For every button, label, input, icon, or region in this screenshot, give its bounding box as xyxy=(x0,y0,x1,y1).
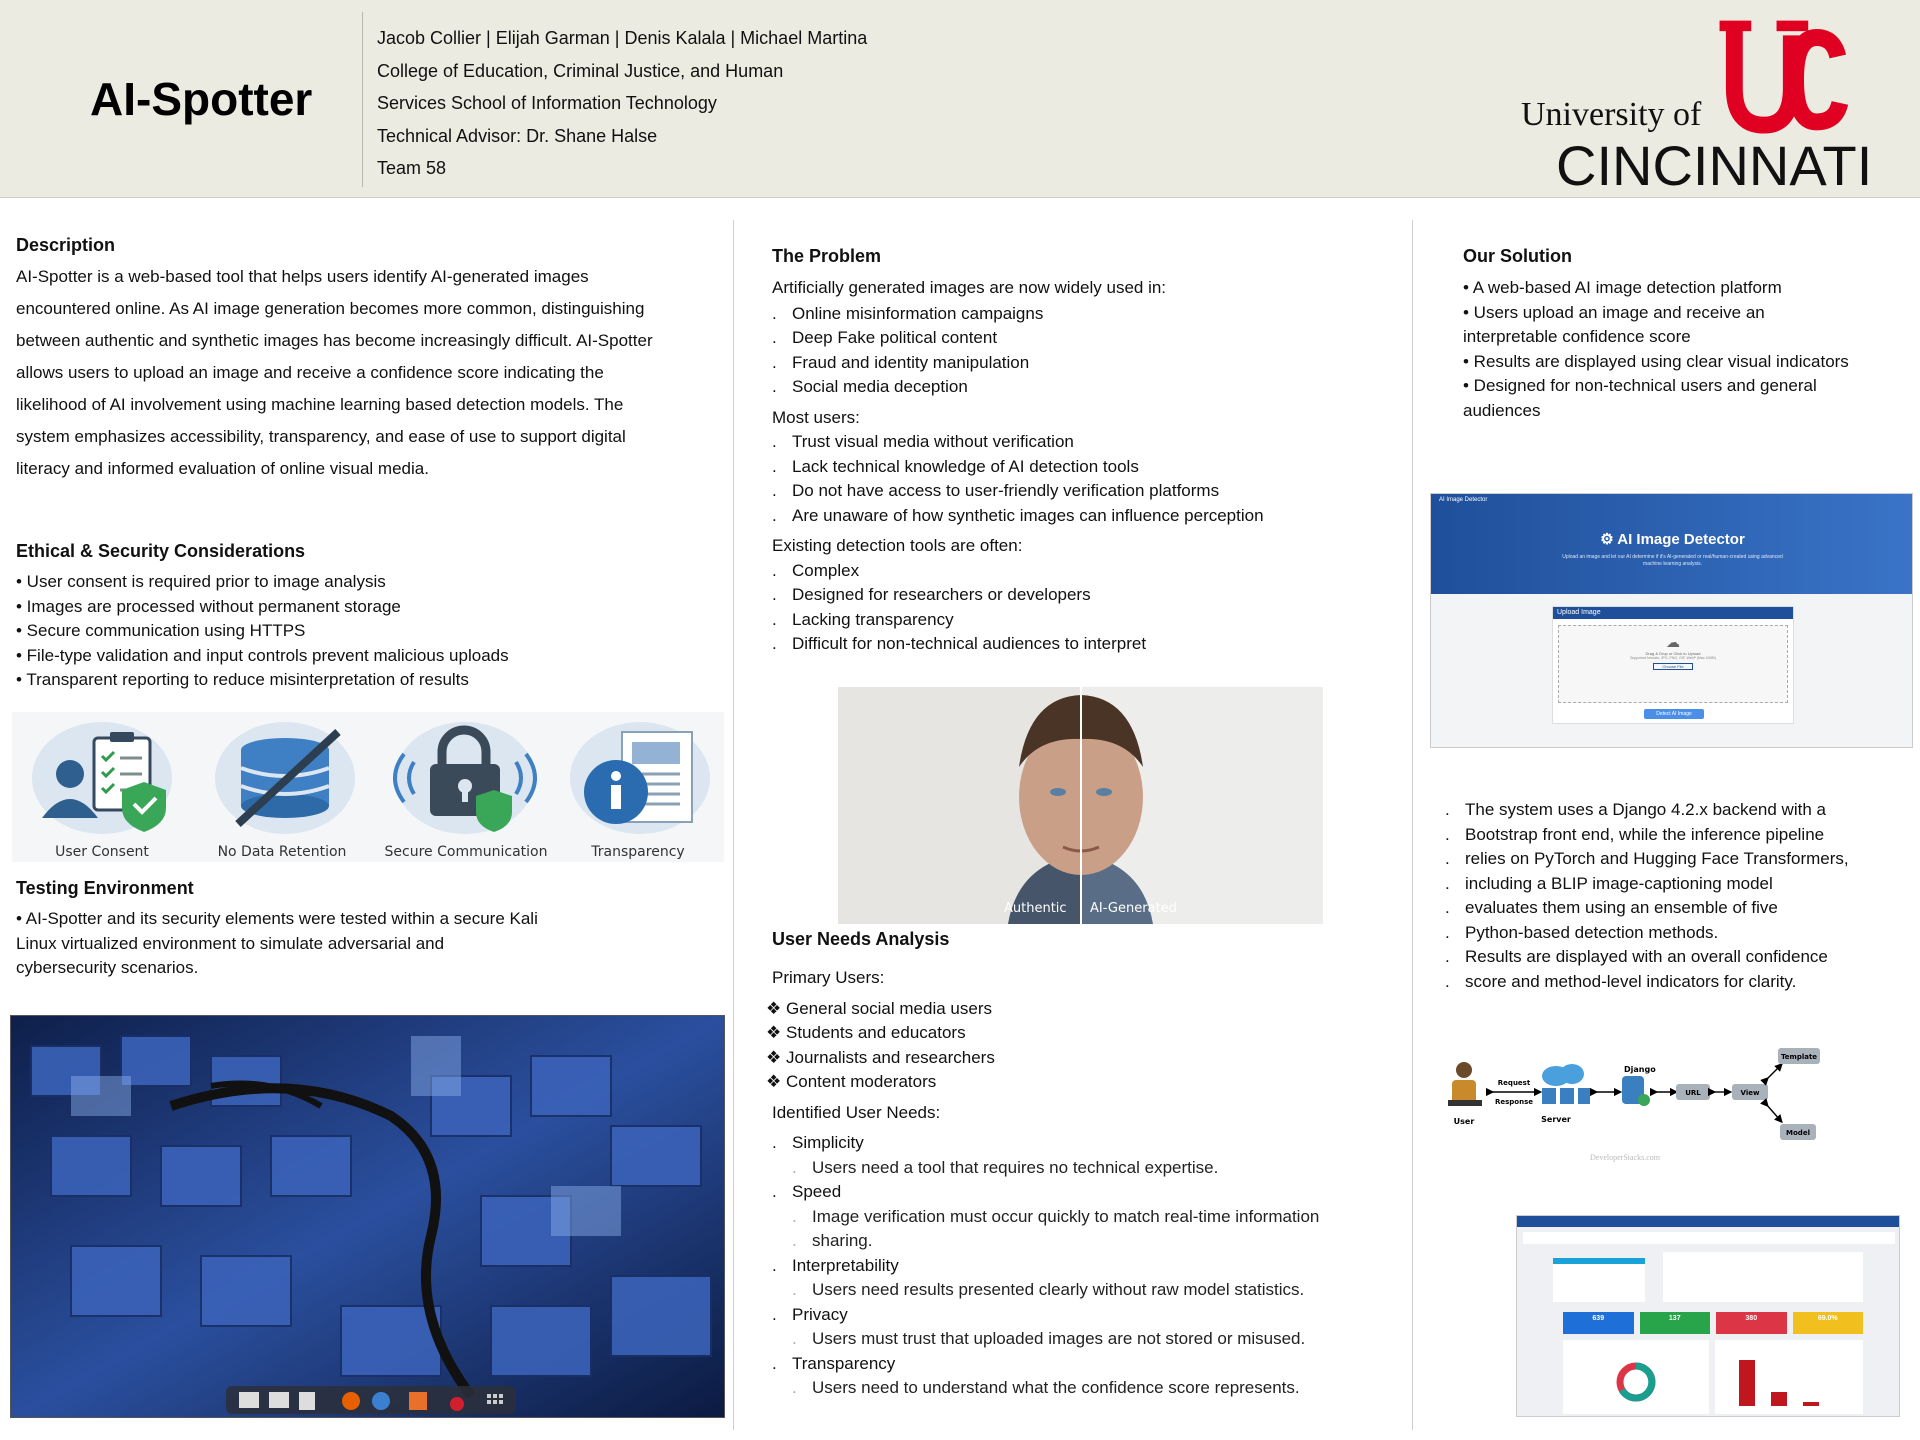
request-label: Request xyxy=(1497,1079,1531,1087)
detail-line: . score and method-level indicators for clarity. xyxy=(1445,970,1849,995)
detect-ai-button[interactable]: Detect AI Image xyxy=(1644,709,1704,719)
column-divider xyxy=(733,220,734,1430)
bullet-icon: . xyxy=(792,1280,797,1299)
app-subtitle: Upload an image and let our AI determine if it's AI-generated or real/human-created using advanced machine learning analysis. xyxy=(1562,554,1783,567)
solution-item: • Users upload an image and receive an xyxy=(1463,302,1765,322)
ethics-item: • Secure communication using HTTPS xyxy=(16,621,306,640)
app-nav-brand: AI Image Detector xyxy=(1439,497,1488,503)
model-availability-card xyxy=(1663,1252,1863,1302)
author-line: Jacob Collier | Elijah Garman | Denis Kalala | Michael Martina xyxy=(377,28,868,48)
bullet-icon: . xyxy=(772,585,777,604)
icon-label: Transparency xyxy=(591,844,685,860)
django-label: Django xyxy=(1624,1065,1656,1074)
author-block xyxy=(377,22,867,185)
column-divider xyxy=(1412,220,1413,1430)
bullet-icon: . xyxy=(772,481,777,500)
app-title xyxy=(1431,530,1913,548)
testing-text xyxy=(16,907,538,981)
most-users-text: Do not have access to user-friendly verification platforms xyxy=(792,481,1220,500)
bullet-icon: . xyxy=(1445,971,1450,991)
solution-heading: Our Solution xyxy=(1463,246,1572,266)
need-name: . Privacy xyxy=(772,1303,1319,1328)
needs-list xyxy=(766,966,1320,1401)
solution-item: interpretable confidence score xyxy=(1463,327,1691,346)
need-name: . Speed xyxy=(772,1180,1319,1205)
bullet-icon: . xyxy=(772,1182,777,1201)
problem-heading: The Problem xyxy=(772,246,882,266)
need-detail: . Users need to understand what the confidence score represents. xyxy=(772,1376,1319,1401)
ethics-item: • File-type validation and input controls prevent malicious uploads xyxy=(16,645,509,665)
poster-header xyxy=(0,0,1920,198)
user-label: User xyxy=(1453,1117,1475,1126)
app-title-text: AI Image Detector xyxy=(1617,531,1745,548)
testing-line: Linux virtualized environment to simulate adversarial and xyxy=(16,933,445,953)
primary-user-item: ❖ Students and educators xyxy=(766,1023,966,1042)
detail-line: . including a BLIP image-captioning model xyxy=(1445,872,1849,897)
problem-use-item xyxy=(772,326,1264,351)
solution-details xyxy=(1445,798,1849,994)
testing-line: • AI-Spotter and its security elements were tested within a secure Kali xyxy=(16,909,538,928)
need-detail: . Image verification must occur quickly to match real-time information xyxy=(772,1205,1319,1230)
detection-distribution-card xyxy=(1563,1340,1709,1414)
solution-item: audiences xyxy=(1463,400,1541,420)
author-line: Technical Advisor: Dr. Shane Halse xyxy=(377,125,658,146)
need-name: . Simplicity xyxy=(772,1131,1319,1156)
author-line: Services School of Information Technology xyxy=(377,93,717,113)
description-line: between authentic and synthetic images has become increasingly difficult. AI-Spotter xyxy=(16,331,653,350)
detail-line: . evaluates them using an ensemble of five xyxy=(1445,896,1849,921)
bullet-icon: . xyxy=(772,352,777,372)
bullet-icon: . xyxy=(772,634,777,653)
use-text: Deep Fake political content xyxy=(792,328,998,347)
most-users-text: Lack technical knowledge of AI detection tools xyxy=(792,456,1139,476)
app-screenshot-dashboard xyxy=(1516,1215,1900,1417)
view-label: View xyxy=(1740,1089,1760,1097)
need-detail: . Users need a tool that requires no technical expertise. xyxy=(772,1156,1319,1181)
needs-heading: User Needs Analysis xyxy=(772,929,950,949)
author-line: College of Education, Criminal Justice, and Human xyxy=(377,60,784,81)
detail-line: . The system uses a Django 4.2.x backend with a xyxy=(1445,798,1849,823)
app-screenshot-upload xyxy=(1430,493,1913,748)
primary-user-item: ❖ General social media users xyxy=(766,998,992,1018)
transparency-icon xyxy=(570,722,710,834)
bullet-icon: . xyxy=(1445,898,1450,917)
ethics-item: • Transparent reporting to reduce misinterpretation of results xyxy=(16,670,469,689)
bullet-icon: . xyxy=(772,609,777,629)
description-text xyxy=(16,261,653,485)
ethics-item: • User consent is required prior to image analysis xyxy=(16,572,386,591)
kali-desktop-screenshot xyxy=(10,1015,725,1418)
authentic-label: Authentic xyxy=(1004,901,1067,916)
face-comparison-image xyxy=(838,687,1323,924)
use-text: Online misinformation campaigns xyxy=(792,303,1044,323)
drop-zone[interactable] xyxy=(1558,625,1788,703)
bullet-icon: . xyxy=(772,1133,777,1152)
problem-use-item xyxy=(772,351,1264,376)
bullet-icon: . xyxy=(772,456,777,476)
solution-item: • Results are displayed using clear visual indicators xyxy=(1463,351,1849,371)
bullet-icon: . xyxy=(772,1255,777,1275)
problem-list xyxy=(772,276,1264,657)
existing-item xyxy=(772,559,1264,584)
dashboard-navbar xyxy=(1517,1216,1899,1227)
stat-card: 137 xyxy=(1640,1312,1711,1334)
author-line: Team 58 xyxy=(377,158,447,178)
bullet-icon: . xyxy=(1445,849,1450,868)
icon-label: No Data Retention xyxy=(217,844,347,860)
existing-item xyxy=(772,632,1264,657)
icon-label: Secure Communication xyxy=(384,844,548,860)
cloud-upload-icon: ☁ xyxy=(1666,634,1680,650)
model-label: Model xyxy=(1786,1129,1810,1137)
user-consent-icon xyxy=(32,722,172,834)
bullet-icon: . xyxy=(1445,922,1450,942)
use-text: Fraud and identity manipulation xyxy=(792,352,1030,372)
stat-cards xyxy=(1563,1312,1863,1334)
confidence-distribution-card xyxy=(1715,1340,1863,1414)
most-users-text: Trust visual media without verification xyxy=(792,432,1074,451)
bullet-icon: . xyxy=(1445,800,1450,819)
header-divider xyxy=(362,12,363,187)
most-users-item xyxy=(772,430,1264,455)
bullet-icon: . xyxy=(1445,873,1450,893)
watermark: DeveloperStacks.com xyxy=(1590,1153,1660,1162)
most-users-item xyxy=(772,479,1264,504)
bullet-icon: . xyxy=(772,377,777,396)
bullet-icon: . xyxy=(772,560,777,580)
upload-card-header: Upload Image xyxy=(1553,607,1793,619)
ethics-item: • Images are processed without permanent storage xyxy=(16,596,401,616)
bullet-icon: . xyxy=(772,1353,777,1373)
primary-user-text: General social media users xyxy=(786,998,992,1018)
existing-text: Designed for researchers or developers xyxy=(792,585,1091,604)
ethics-icon-strip xyxy=(12,712,724,862)
icon-label: User Consent xyxy=(55,844,149,860)
bullet-icon: . xyxy=(1445,824,1450,844)
robot-icon: ⚙ xyxy=(1600,531,1618,548)
identified-needs-label: Identified User Needs: xyxy=(772,1102,941,1122)
description-line: AI-Spotter is a web-based tool that helps users identify AI-generated images xyxy=(16,267,589,286)
django-database-icon xyxy=(1622,1076,1650,1106)
bullet-icon: . xyxy=(1445,947,1450,966)
secure-communication-icon xyxy=(395,722,535,834)
user-icon xyxy=(1448,1062,1482,1106)
description-line: literacy and informed evaluation of online visual media. xyxy=(16,459,429,478)
bullet-icon: . xyxy=(772,432,777,451)
need-detail: . Users must trust that uploaded images are not stored or misused. xyxy=(772,1327,1319,1352)
primary-user-item: ❖ Content moderators xyxy=(766,1072,937,1091)
description-line: system emphasizes accessibility, transparency, and ease of use to support digital xyxy=(16,427,626,446)
primary-user-text: Journalists and researchers xyxy=(786,1047,995,1067)
most-users-item xyxy=(772,455,1264,480)
need-detail: . Users need results presented clearly without raw model statistics. xyxy=(772,1278,1319,1303)
primary-user-text: Content moderators xyxy=(786,1072,937,1091)
ethics-heading: Ethical & Security Considerations xyxy=(16,541,306,561)
solution-list xyxy=(1463,276,1849,423)
solution-item: • A web-based AI image detection platform xyxy=(1463,278,1782,297)
system-status-card xyxy=(1553,1258,1645,1302)
url-label: URL xyxy=(1685,1089,1701,1097)
bullet-icon: . xyxy=(792,1231,797,1250)
existing-tools-label: Existing detection tools are often: xyxy=(772,536,1023,555)
formats-text: Supported formats: JPG, PNG, GIF, WebP (Max 10MB) xyxy=(1630,656,1716,660)
problem-use-item xyxy=(772,375,1264,400)
bullet-icon: . xyxy=(772,1304,777,1324)
existing-text: Difficult for non-technical audiences to interpret xyxy=(792,634,1147,653)
logo-cincinnati: CINCINNATI xyxy=(1556,134,1873,197)
dashboard-toolbar xyxy=(1523,1232,1895,1244)
choose-file-button[interactable]: Choose File xyxy=(1653,663,1693,670)
django-architecture-diagram xyxy=(1440,1030,1880,1170)
problem-use-item xyxy=(772,302,1264,327)
template-label: Template xyxy=(1780,1053,1818,1061)
testing-heading: Testing Environment xyxy=(16,878,194,898)
detail-line: . Results are displayed with an overall confidence xyxy=(1445,945,1849,970)
bullet-icon: . xyxy=(792,1157,797,1177)
description-line: likelihood of AI involvement using machine learning based detection models. The xyxy=(16,395,624,414)
bullet-icon: . xyxy=(792,1206,797,1226)
primary-user-text: Students and educators xyxy=(786,1023,966,1042)
existing-text: Lacking transparency xyxy=(792,609,954,629)
drop-text: Drag & Drop or Click to Upload xyxy=(1645,651,1701,656)
need-name: . Transparency xyxy=(772,1352,1319,1377)
existing-text: Complex xyxy=(792,560,860,580)
response-label: Response xyxy=(1494,1098,1534,1106)
stat-card: 69.0% xyxy=(1793,1312,1864,1334)
existing-item xyxy=(772,583,1264,608)
primary-user-item: ❖ Journalists and researchers xyxy=(766,1047,995,1067)
ethics-list xyxy=(16,570,509,693)
bullet-icon: . xyxy=(772,303,777,323)
need-detail: . sharing. xyxy=(772,1229,1319,1254)
most-users-item xyxy=(772,504,1264,529)
bullet-icon: . xyxy=(772,505,777,525)
poster-title: AI-Spotter xyxy=(90,73,313,125)
stat-card: 639 xyxy=(1563,1312,1634,1334)
most-users-text: Are unaware of how synthetic images can influence perception xyxy=(792,505,1264,525)
detail-line: . Python-based detection methods. xyxy=(1445,921,1849,946)
bullet-icon: . xyxy=(792,1378,797,1397)
primary-users-label: Primary Users: xyxy=(772,968,885,987)
bullet-icon: . xyxy=(792,1329,797,1348)
upload-card xyxy=(1552,606,1794,724)
solution-item: • Designed for non-technical users and general xyxy=(1463,376,1817,395)
no-data-retention-icon xyxy=(215,722,355,834)
most-users-label: Most users: xyxy=(772,407,860,427)
use-text: Social media deception xyxy=(792,377,968,396)
bullet-icon: . xyxy=(772,328,777,347)
existing-item xyxy=(772,608,1264,633)
stat-card: 380 xyxy=(1716,1312,1787,1334)
description-heading: Description xyxy=(16,235,116,255)
description-line: encountered online. As AI image generation becomes more common, distinguishing xyxy=(16,299,645,318)
logo-university-of: University of xyxy=(1521,96,1702,133)
testing-line: cybersecurity scenarios. xyxy=(16,958,199,977)
description-line: allows users to upload an image and receive a confidence score indicating the xyxy=(16,363,604,382)
server-label: Server xyxy=(1541,1115,1571,1124)
detail-line: . relies on PyTorch and Hugging Face Transformers, xyxy=(1445,847,1849,872)
server-icon xyxy=(1542,1064,1590,1104)
detail-line: . Bootstrap front end, while the inference pipeline xyxy=(1445,823,1849,848)
need-name: . Interpretability xyxy=(772,1254,1319,1279)
ai-generated-label: AI-Generated xyxy=(1090,901,1177,916)
problem-intro: Artificially generated images are now widely used in: xyxy=(772,278,1167,297)
